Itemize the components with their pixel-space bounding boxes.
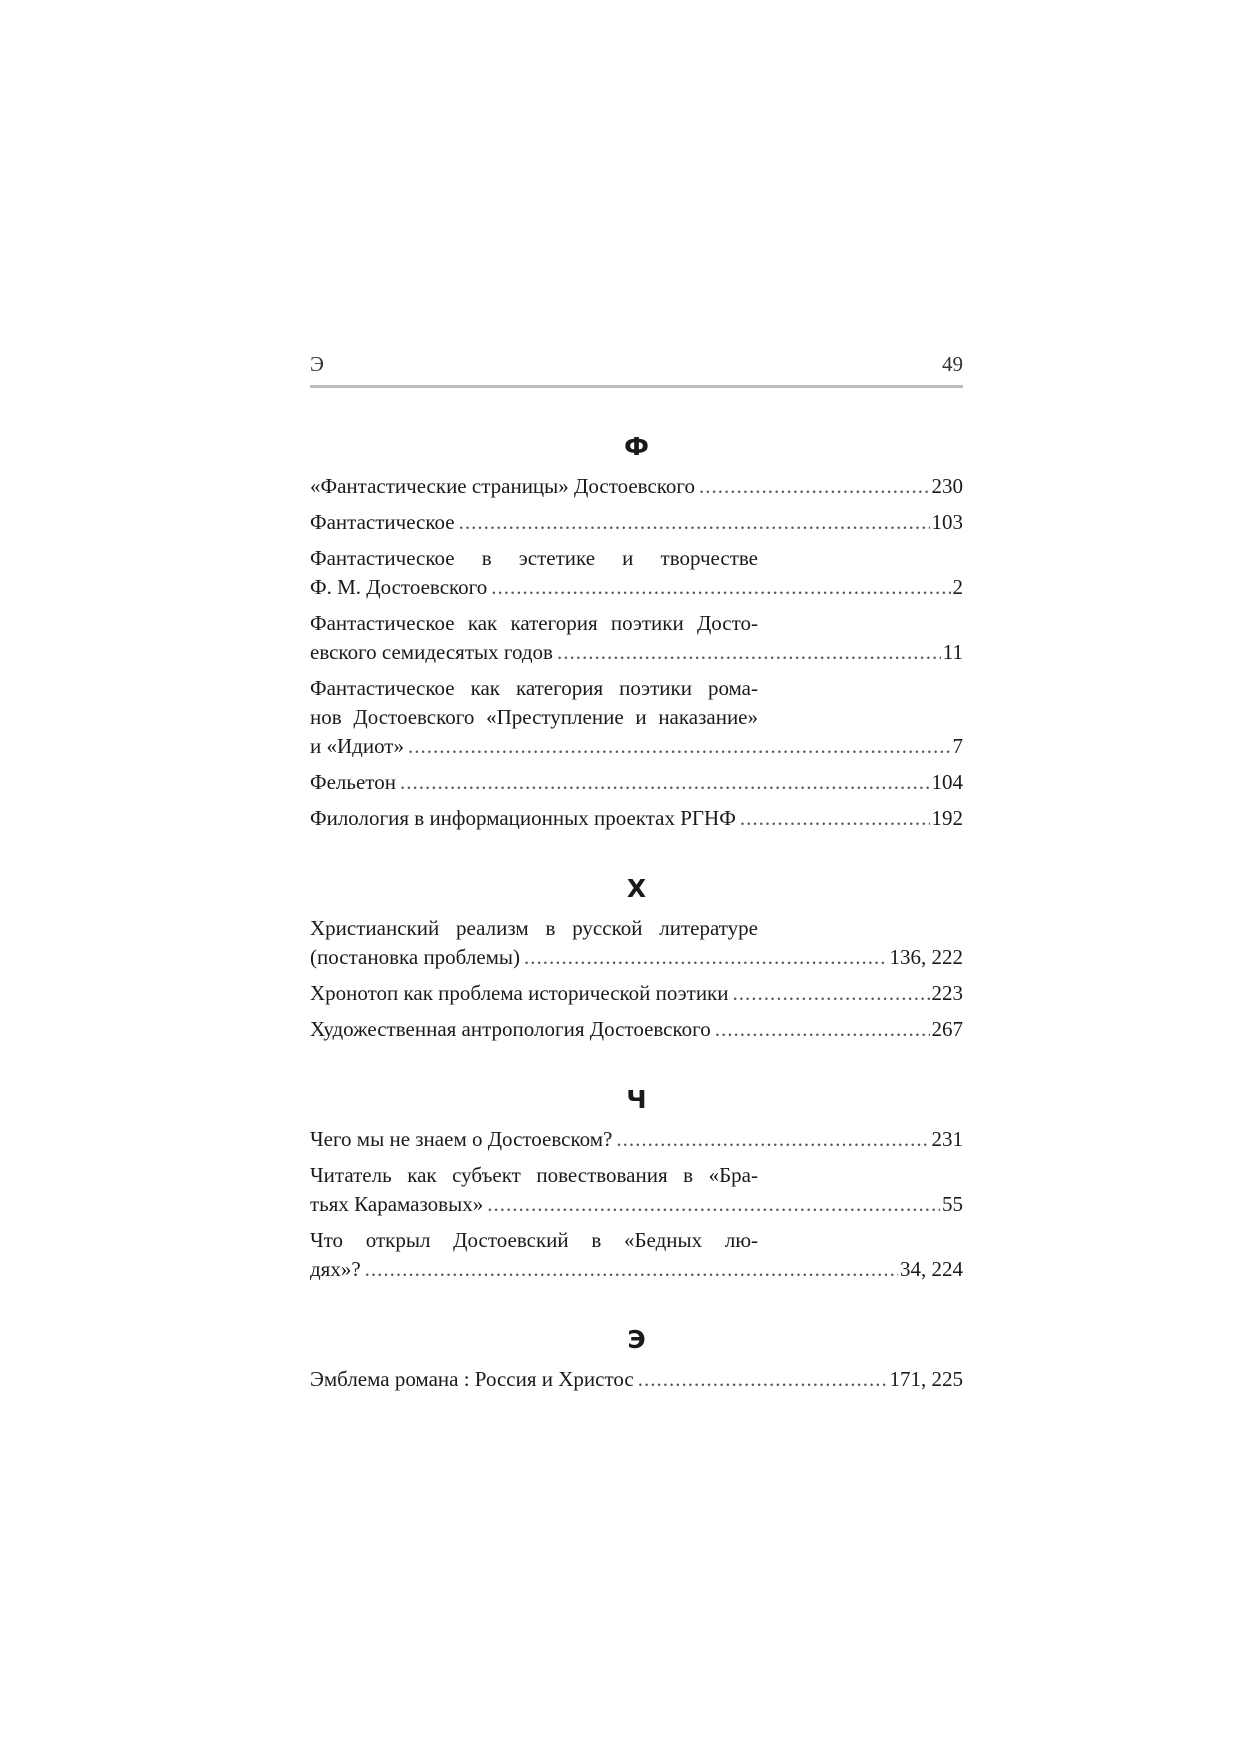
entry-title: (постановка проблемы) [310,945,521,969]
entry-title-line: Христианский реализм в русской литературе [310,916,758,940]
index-entry [310,979,963,1008]
entry-title: и «Идиот» [310,734,404,758]
dot-leader [459,508,930,537]
dot-leader [487,1190,940,1219]
index-entry [310,1365,963,1394]
entry-pages: 136, 222 [889,945,963,969]
entry-title-line: нов Достоевского «Преступление и наказание» [310,705,758,729]
entry-pages: 11 [942,640,963,664]
index-entry [310,804,963,833]
entry-title: тьях Карамазовых» [310,1192,484,1216]
section-entries-ch [310,1125,963,1284]
dot-leader [740,804,930,833]
index-entry [310,1226,963,1284]
entry-title: Хронотоп как проблема исторической поэтики [310,981,729,1005]
section-heading-e: Э [627,1325,646,1354]
section-heading-ch: Ч [626,1085,647,1114]
dot-leader [408,732,951,761]
entry-pages: 192 [931,806,963,830]
entry-title: Эмблема романа : Россия и Христос [310,1367,634,1391]
index-entry [310,674,963,761]
index-entry [310,768,963,797]
entry-title: евского семидесятых годов [310,640,553,664]
index-page [310,352,963,1401]
entry-title: Художественная антропология Достоевского [310,1017,711,1041]
dot-leader [616,1125,929,1154]
entry-pages: 34, 224 [900,1257,963,1281]
index-entry [310,1015,963,1044]
entry-title: Филология в информационных проектах РГНФ [310,806,736,830]
entry-title-line: Что открыл Достоевский в «Бедных лю- [310,1228,758,1252]
entry-pages: 7 [952,734,963,758]
index-entry [310,914,963,972]
index-entry [310,609,963,667]
entry-pages: 2 [952,575,963,599]
dot-leader [400,768,930,797]
index-entry [310,472,963,501]
entry-pages: 231 [931,1127,963,1151]
index-entry [310,1161,963,1219]
dot-leader [491,573,950,602]
running-header [310,352,963,382]
section-entries-e [310,1365,963,1394]
entry-title-line: Фантастическое в эстетике и творчестве [310,546,758,570]
entry-title: Фантастическое [310,510,455,534]
section-heading-f: Ф [624,432,649,461]
entry-title: «Фантастические страницы» Достоевского [310,474,696,498]
dot-leader [524,943,887,972]
dot-leader [365,1255,898,1284]
dot-leader [733,979,930,1008]
entry-pages: 104 [931,770,963,794]
header-rule [310,385,963,388]
index-entry [310,508,963,537]
section-entries-kh [310,914,963,1044]
entry-pages: 267 [931,1017,963,1041]
index-entry [310,1125,963,1154]
dot-leader [557,638,941,667]
entry-title: Чего мы не знаем о Достоевском? [310,1127,613,1151]
entry-pages: 103 [931,510,963,534]
running-head-letter: Э [310,352,324,376]
entry-title-line: Читатель как субъект повествования в «Бра- [310,1163,758,1187]
entry-pages: 230 [931,474,963,498]
dot-leader [715,1015,930,1044]
entry-pages: 55 [942,1192,963,1216]
index-entry [310,544,963,602]
dot-leader [699,472,929,501]
section-entries-f [310,472,963,833]
entry-title: дях»? [310,1257,361,1281]
entry-pages: 171, 225 [889,1367,963,1391]
dot-leader [638,1365,888,1394]
entry-pages: 223 [931,981,963,1005]
page-number: 49 [942,352,963,376]
section-heading-kh: Х [626,874,647,903]
entry-title-line: Фантастическое как категория поэтики рома- [310,676,758,700]
entry-title: Ф. М. Достоевского [310,575,488,599]
entry-title-line: Фантастическое как категория поэтики Досто- [310,611,758,635]
entry-title: Фельетон [310,770,396,794]
